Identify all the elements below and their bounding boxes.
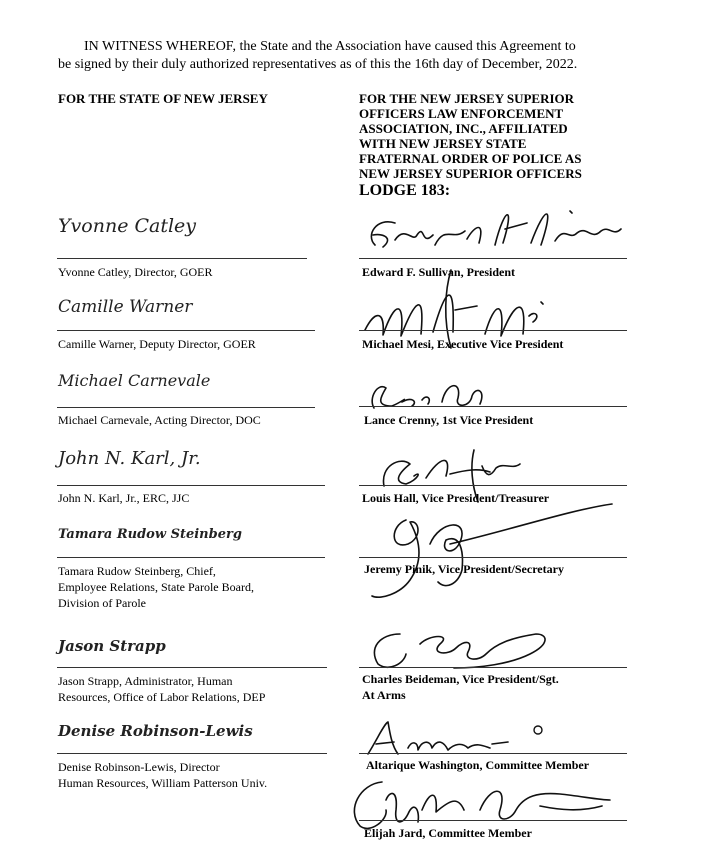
signature-line [57, 330, 315, 331]
signatory-title: Michael Carnevale, Acting Director, DOC [58, 413, 261, 427]
signature-denise-robinson-lewis: Denise Robinson-Lewis [58, 722, 253, 740]
signatory-title: Charles Beideman, Vice President/Sgt. [362, 672, 559, 686]
handwritten-signature-washington [358, 718, 558, 758]
witness-paragraph [58, 38, 658, 74]
signatory-title: Altarique Washington, Committee Member [366, 758, 590, 772]
handwritten-signature-pinik [350, 500, 620, 605]
signatory-title: At Arms [362, 688, 406, 702]
signature-line [57, 485, 325, 486]
signature-michael-carnevale: Michael Carnevale [58, 371, 211, 390]
signatory-title: Louis Hall, Vice President/Treasurer [362, 491, 550, 505]
signatory-name [58, 563, 338, 611]
signature-line [359, 330, 627, 331]
signatory-name [364, 561, 564, 577]
signature-line [57, 753, 327, 754]
witness-line-1: IN WITNESS WHEREOF, the State and the Association have caused this Agreement to [84, 39, 576, 54]
signatory-title: Denise Robinson-Lewis, Director [58, 760, 220, 774]
signatory-name [58, 412, 261, 428]
association-header-line: ASSOCIATION, INC., AFFILIATED [359, 121, 568, 136]
signatory-title: John N. Karl, Jr., ERC, JJC [58, 491, 190, 505]
signature-line [359, 820, 627, 821]
signature-line [57, 667, 327, 668]
signatory-name [58, 490, 189, 506]
signatory-name [362, 336, 563, 352]
signatory-name [58, 673, 343, 705]
signatory-name [58, 759, 348, 791]
signatory-title: Jason Strapp, Administrator, Human [58, 674, 233, 688]
handwritten-signature-sullivan [355, 195, 630, 260]
signatory-name [58, 336, 256, 352]
signature-line [359, 406, 627, 407]
signature-line [57, 407, 315, 408]
signature-tamara-steinberg: Tamara Rudow Steinberg [58, 527, 242, 542]
signatory-name [364, 825, 532, 841]
association-header [359, 91, 659, 200]
signatory-title: Elijah Jard, Committee Member [364, 826, 532, 840]
signatory-title: Tamara Rudow Steinberg, Chief, [58, 564, 216, 578]
signatory-title: Resources, Office of Labor Relations, DEP [58, 690, 266, 704]
association-header-line: NEW JERSEY SUPERIOR OFFICERS [359, 166, 582, 181]
signatory-title: Michael Mesi, Executive Vice President [362, 337, 564, 351]
signature-line [359, 753, 627, 754]
signature-line [359, 258, 627, 259]
signature-yvonne-catley: Yvonne Catley [58, 215, 197, 237]
signature-camille-warner: Camille Warner [58, 297, 193, 317]
association-header-line: OFFICERS LAW ENFORCEMENT [359, 106, 564, 121]
signature-jason-strapp: Jason Strapp [58, 637, 166, 655]
signature-line [359, 667, 627, 668]
signatory-title: Lance Crenny, 1st Vice President [364, 413, 534, 427]
signatory-title: Camille Warner, Deputy Director, GOER [58, 337, 256, 351]
signature-line [359, 485, 627, 486]
lodge-number: LODGE 183: [359, 182, 451, 199]
signatory-title: Yvonne Catley, Director, GOER [58, 265, 213, 279]
signatory-title: Employee Relations, State Parole Board, [58, 580, 254, 594]
signatory-name [364, 412, 533, 428]
signatory-title: Division of Parole [58, 596, 146, 610]
association-header-line: WITH NEW JERSEY STATE [359, 136, 527, 151]
signatory-name [58, 264, 213, 280]
signatory-name [362, 671, 642, 703]
witness-line-2: be signed by their duly authorized representatives as of this the 16th day of December, 2022. [58, 57, 578, 72]
signatory-title: Jeremy Pinik, Vice President/Secretary [364, 562, 564, 576]
association-header-line: FRATERNAL ORDER OF POLICE AS [359, 151, 582, 166]
signature-line [57, 258, 307, 259]
signatory-title: Edward F. Sullivan, President [362, 265, 516, 279]
signatory-title: Human Resources, William Patterson Univ. [58, 776, 268, 790]
state-header: FOR THE STATE OF NEW JERSEY [58, 91, 268, 106]
association-header-line: FOR THE NEW JERSEY SUPERIOR [359, 91, 575, 106]
signature-line [359, 557, 627, 558]
signature-john-karl: John N. Karl, Jr. [58, 448, 201, 469]
signature-line [57, 557, 325, 558]
